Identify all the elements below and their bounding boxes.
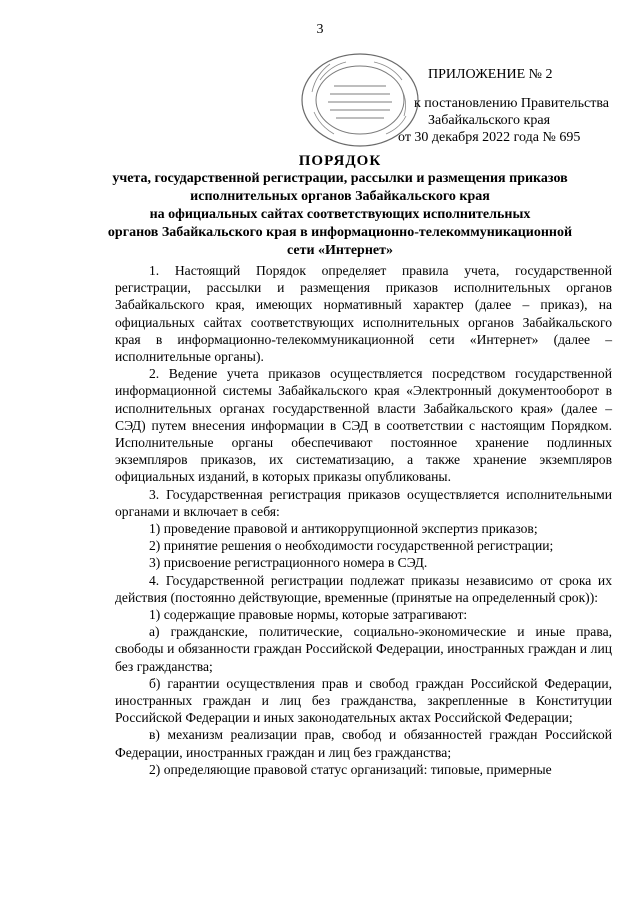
- title-line-2: исполнительных органов Забайкальского края: [190, 189, 490, 204]
- appendix-line-1: к постановлению Правительства: [414, 96, 610, 111]
- appendix-line-3: от 30 декабря 2022 года № 695: [398, 130, 581, 145]
- title-line-1: учета, государственной регистрации, рассылки и размещения приказов: [112, 171, 568, 186]
- paragraph-4-item-1: 1) содержащие правовые нормы, которые затрагивают:: [149, 607, 468, 623]
- document-body: [115, 262, 612, 778]
- paragraph-1: 1. Настоящий Порядок определяет правила учета, государственной регистрации, рассылки и размещения приказов исполнительных органов Забайкальского края, имеющих нормативный характер (далее – приказ), на официальных сайтах соответствующих исполнительных органов Забайкальского края в информационно-телекоммуникационной сети «Интернет» (далее – исполнительные органы).: [115, 263, 612, 365]
- paragraph-4-item-2: 2) определяющие правовой статус организаций: типовые, примерные: [149, 761, 552, 777]
- paragraph-3-item-2: 2) принятие решения о необходимости государственной регистрации;: [149, 538, 554, 554]
- paragraph-2: 2. Ведение учета приказов осуществляется посредством государственной информационной системы Забайкальского края «Электронный документооборот в исполнительных органах государственной власти Забайкальского края» (далее – СЭД) путем внесения информации в СЭД в соответствии с настоящим Порядком. Исполнительные органы обеспечивают постоянное хранение подлинных экземпляров приказов, их систематизацию, а также хранение экземпляров официальных изданий, в которых приказы опубликованы.: [115, 366, 612, 485]
- appendix-line-2: Забайкальского края: [428, 113, 551, 128]
- title-line-4: органов Забайкальского края в информационно-телекоммуникационной: [107, 225, 573, 240]
- paragraph-4-item-1a: а) гражданские, политические, социально-экономические и иные права, свободы и обязанности граждан Российской Федерации, иностранных граждан и лиц без гражданства;: [115, 624, 612, 674]
- paragraph-3-item-3: 3) присвоение регистрационного номера в СЭД.: [149, 555, 428, 571]
- paragraph-3-item-1: 1) проведение правовой и антикоррупционной экспертиз приказов;: [149, 521, 538, 537]
- paragraph-3: 3. Государственная регистрация приказов осуществляется исполнительными органами и включает в себя:: [115, 486, 612, 519]
- appendix-header: [398, 66, 609, 146]
- paragraph-4-item-1b: б) гарантии осуществления прав и свобод граждан Российской Федерации, иностранных граждан и лиц без гражданства, закрепленные в Конституции Российской Федерации и иных законодательных актах Российской Федерации;: [115, 675, 612, 726]
- page-number: 3: [316, 22, 324, 37]
- title-line-5: сети «Интернет»: [286, 243, 394, 258]
- appendix-title: ПРИЛОЖЕНИЕ № 2: [428, 67, 553, 82]
- title-line-3: на официальных сайтах соответствующих исполнительных: [149, 207, 531, 222]
- paragraph-4-item-1c: в) механизм реализации прав, свобод и обязанностей граждан Российской Федерации, иностранных граждан и лиц без гражданства;: [115, 727, 612, 760]
- paragraph-4: 4. Государственной регистрации подлежат приказы независимо от срока их действия (постоянно действующие, временные (принятые на определенный срок)):: [115, 572, 612, 605]
- document-title: [100, 152, 580, 260]
- title-main: ПОРЯДОК: [298, 153, 382, 169]
